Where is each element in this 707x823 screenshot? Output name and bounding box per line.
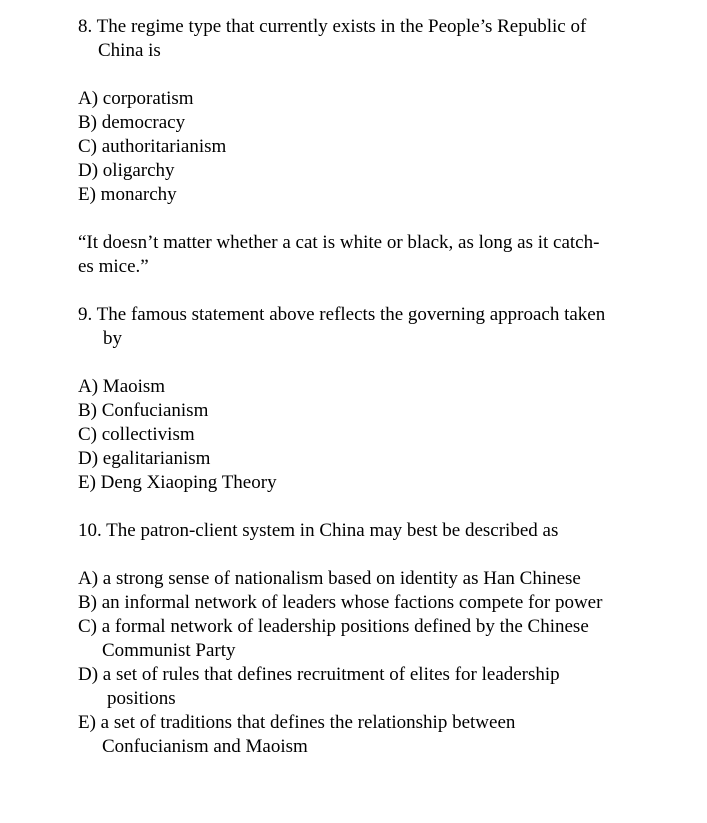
q8-option-b: B) democracy (78, 112, 186, 133)
q8-option-d: D) oligarchy (78, 160, 175, 181)
spacer (78, 63, 698, 87)
q10-option-a: A) a strong sense of nationalism based on identity as Han Chinese (78, 568, 581, 589)
spacer (78, 279, 698, 303)
q9-option-d: D) egalitarianism (78, 448, 211, 469)
question-8-text-line2: China is (98, 40, 161, 61)
question-9 (78, 303, 698, 495)
q10-option-c-line1: C) a formal network of leadership positions defined by the Chinese (78, 616, 589, 637)
q9-option-a: A) Maoism (78, 376, 166, 397)
q8-option-c: C) authoritarianism (78, 136, 227, 157)
quote-line2: es mice.” (78, 256, 149, 277)
q9-option-b: B) Confucianism (78, 400, 209, 421)
quiz-page (78, 15, 698, 759)
spacer (78, 543, 698, 567)
q10-option-b: B) an informal network of leaders whose factions compete for power (78, 592, 603, 613)
q8-option-a: A) corporatism (78, 88, 194, 109)
q10-option-d-line2: positions (107, 688, 176, 709)
question-9-text-line2: by (103, 328, 122, 349)
q10-option-d-line1: D) a set of rules that defines recruitment of elites for leadership (78, 664, 560, 685)
q9-option-c: C) collectivism (78, 424, 195, 445)
question-8 (78, 15, 698, 207)
q10-option-e-line2: Confucianism and Maoism (102, 736, 308, 757)
q8-option-e: E) monarchy (78, 184, 177, 205)
spacer (78, 495, 698, 519)
spacer (78, 351, 698, 375)
question-8-text-line1: 8. The regime type that currently exists in the People’s Republic of (78, 16, 587, 37)
quote-line1: “It doesn’t matter whether a cat is white or black, as long as it catch- (78, 232, 600, 253)
quote-block (78, 231, 698, 279)
q10-option-e-line1: E) a set of traditions that defines the relationship between (78, 712, 516, 733)
question-10 (78, 519, 698, 759)
question-9-text-line1: 9. The famous statement above reflects the governing approach taken (78, 304, 606, 325)
question-10-text: 10. The patron-client system in China may best be described as (78, 520, 559, 541)
q10-option-c-line2: Communist Party (102, 640, 236, 661)
q9-option-e: E) Deng Xiaoping Theory (78, 472, 277, 493)
spacer (78, 207, 698, 231)
